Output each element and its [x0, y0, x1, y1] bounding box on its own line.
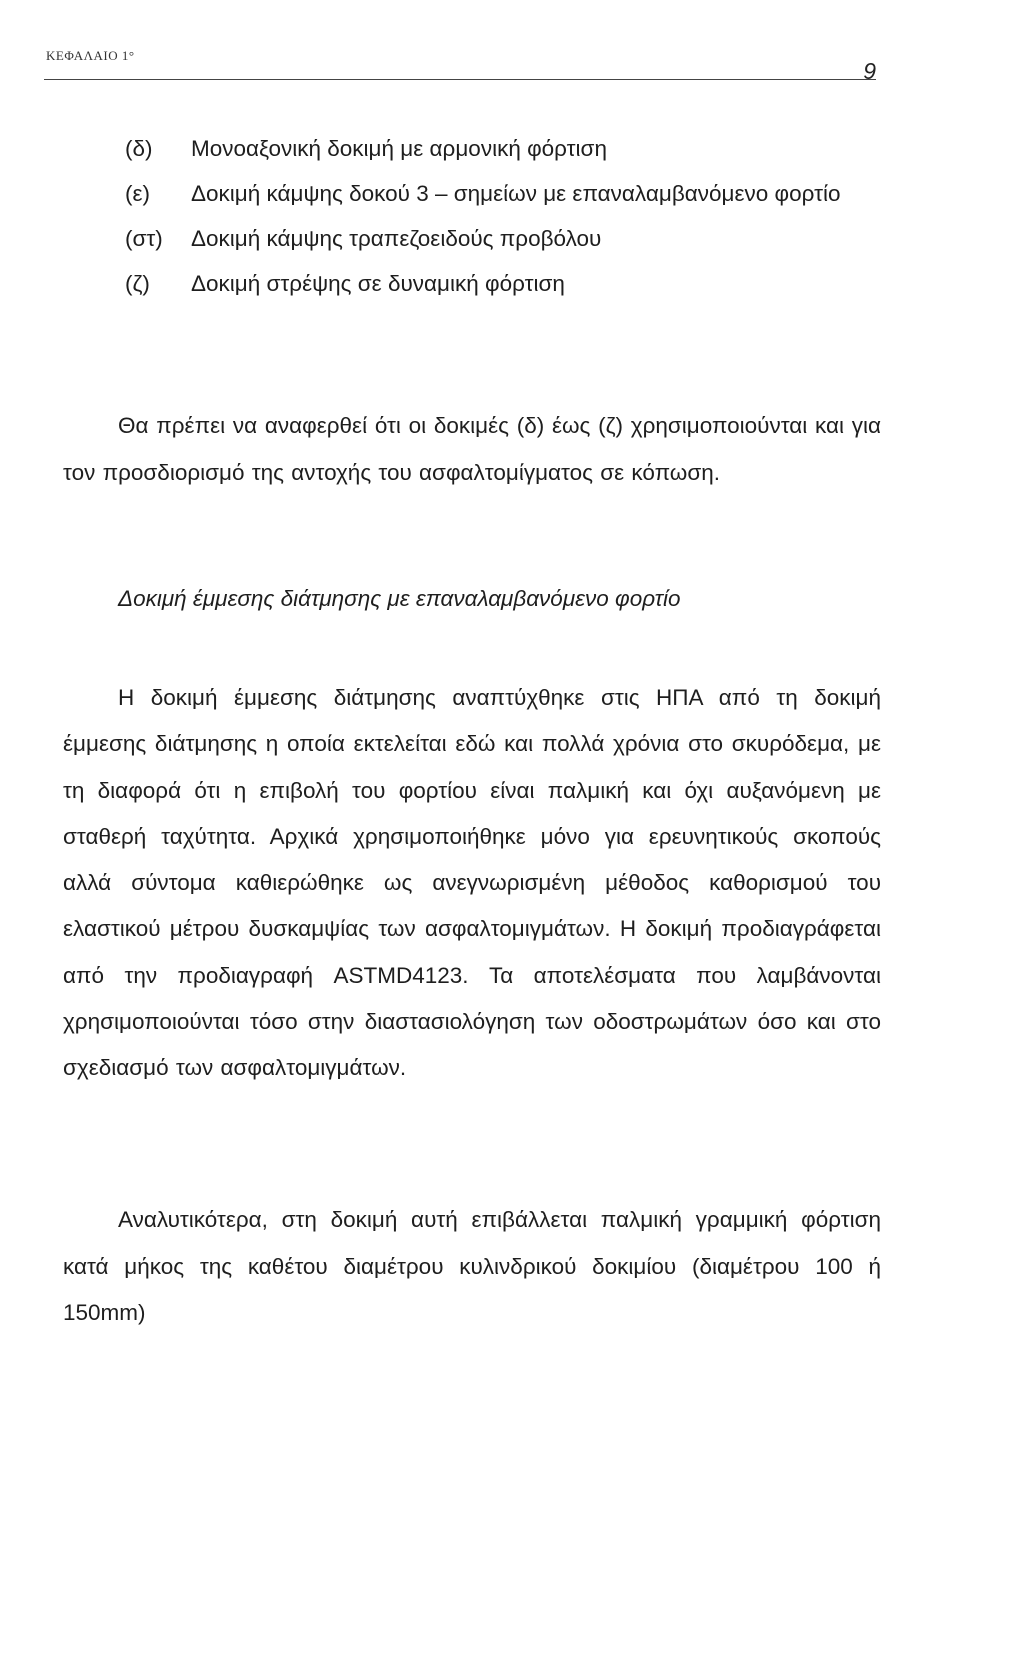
test-list — [125, 126, 885, 306]
paragraph-text: Θα πρέπει να αναφερθεί ότι οι δοκιμές (δ) έως (ζ) χρησιμοποιούνται και για τον προσδιορισμό της αντοχής του ασφαλτομίγματος σε κόπωση. — [63, 413, 881, 485]
paragraph-text: Αναλυτικότερα, στη δοκιμή αυτή επιβάλλεται παλμική γραμμική φόρτιση κατά μήκος της καθέτου διαμέτρου κυλινδρικού δοκιμίου (διαμέτρου 100 ή 150mm) — [63, 1207, 881, 1325]
paragraph-fatigue-note — [63, 402, 881, 496]
header-rule — [44, 79, 876, 80]
paragraph-details — [63, 1197, 881, 1337]
list-item — [125, 171, 885, 216]
list-marker: (δ) — [125, 136, 153, 161]
list-text: Μονοαξονική δοκιμή με αρμονική φόρτιση — [191, 136, 607, 161]
list-text: Δοκιμή κάμψης δοκού 3 – σημείων με επαναλαμβανόμενο φορτίο — [191, 181, 841, 206]
list-item — [125, 126, 885, 171]
list-text: Δοκιμή κάμψης τραπεζοειδούς προβόλου — [191, 226, 602, 251]
list-item — [125, 261, 885, 306]
section-subheading: Δοκιμή έμμεσης διάτμησης με επαναλαμβανόμενο φορτίο — [118, 586, 681, 611]
paragraph-indirect-tension — [63, 675, 881, 1092]
list-marker: (ε) — [125, 181, 151, 206]
paragraph-text: Η δοκιμή έμμεσης διάτμησης αναπτύχθηκε στις ΗΠΑ από τη δοκιμή έμμεσης διάτμησης η οποία εκτελείται εδώ και πολλά χρόνια στο σκυρόδεμα, με τη διαφορά ότι η επιβολή του φορτίου είναι παλμική και όχι αυξανόμενη με σταθερή ταχύτητα. Αρχικά χρησιμοποιήθηκε μόνο για ερευνητικούς σκοπούς αλλά σύντομα καθιερώθηκε ως ανεγνωρισμένη μέθοδος καθορισμού του ελαστικού μέτρου δυσκαμψίας των ασφαλτομιγμάτων. Η δοκιμή προδιαγράφεται από την προδιαγραφή ASTMD4123. Τα αποτελέσματα που λαμβάνονται χρησιμοποιούνται τόσο στην διαστασιολόγηση των οδοστρωμάτων όσο και στο σχεδιασμό των ασφαλτομιγμάτων. — [63, 685, 881, 1081]
list-marker: (ζ) — [125, 271, 150, 296]
page-number: 9 — [863, 58, 876, 84]
list-text: Δοκιμή στρέψης σε δυναμική φόρτιση — [191, 271, 565, 296]
list-marker: (στ) — [125, 226, 163, 251]
list-item — [125, 216, 885, 261]
running-head: ΚΕΦΑΛΑΙΟ 1° — [46, 48, 135, 63]
